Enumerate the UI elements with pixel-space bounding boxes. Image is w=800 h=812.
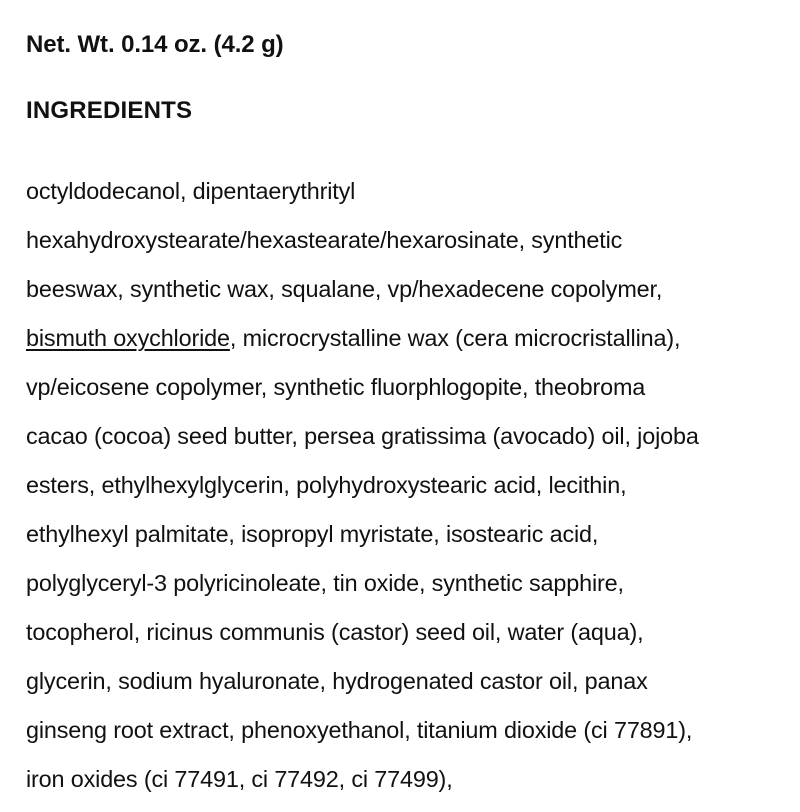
ingredient-line: hexahydroxystearate/hexastearate/hexarosinate, synthetic bbox=[26, 227, 623, 253]
net-weight-text: Net. Wt. 0.14 oz. (4.2 g) bbox=[26, 31, 284, 58]
ingredient-line: cacao (cocoa) seed butter, persea gratissima (avocado) oil, jojoba bbox=[26, 423, 699, 449]
ingredients-heading: INGREDIENTS bbox=[26, 97, 193, 124]
ingredient-line: octyldodecanol, dipentaerythrityl bbox=[26, 178, 356, 204]
ingredient-line: vp/eicosene copolymer, synthetic fluorphlogopite, theobroma bbox=[26, 374, 646, 400]
ingredient-line: ethylhexyl palmitate, isopropyl myristate, isostearic acid, bbox=[26, 521, 599, 547]
ingredients-list bbox=[26, 175, 786, 812]
ingredient-line: polyglyceryl-3 polyricinoleate, tin oxide, synthetic sapphire, bbox=[26, 570, 624, 596]
ingredient-line: iron oxides (ci 77491, ci 77492, ci 77499), bbox=[26, 766, 453, 792]
ingredient-line: beeswax, synthetic wax, squalane, vp/hexadecene copolymer, bbox=[26, 276, 663, 302]
ingredient-line: glycerin, sodium hyaluronate, hydrogenated castor oil, panax bbox=[26, 668, 648, 694]
ingredient-line-remainder: , microcrystalline wax (cera microcristallina), bbox=[229, 325, 681, 351]
ingredient-line: tocopherol, ricinus communis (castor) seed oil, water (aqua), bbox=[26, 619, 644, 645]
ingredient-line: ginseng root extract, phenoxyethanol, titanium dioxide (ci 77891), bbox=[26, 717, 693, 743]
ingredient-line: esters, ethylhexylglycerin, polyhydroxystearic acid, lecithin, bbox=[26, 472, 627, 498]
bismuth-oxychloride-link[interactable]: bismuth oxychloride bbox=[26, 325, 230, 351]
ingredient-line-with-link bbox=[26, 322, 786, 371]
